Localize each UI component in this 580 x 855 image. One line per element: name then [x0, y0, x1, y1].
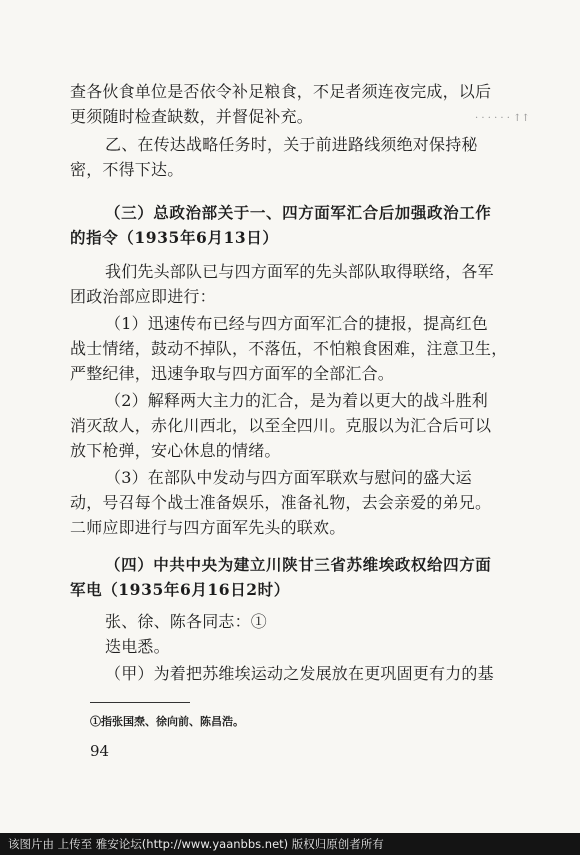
body-line: 严整纪律，迅速争取与四方面军的全部汇合。 [70, 364, 395, 383]
body-line: 我们先头部队已与四方面军的先头部队取得联络，各军 [105, 262, 494, 281]
section-heading: 军电（1935年6月16日2时） [70, 580, 290, 599]
body-line: 查各伙食单位是否依令补足粮食，不足者须连夜完成，以后 [70, 82, 492, 101]
footnote-divider [90, 702, 190, 703]
body-line: 二师应即进行与四方面军先头的联欢。 [70, 518, 346, 537]
page-number: 94 [90, 742, 110, 760]
body-line: 张、徐、陈各同志：① [105, 612, 268, 631]
margin-mark: · · · · · · ↑↑ [475, 113, 530, 124]
watermark-text: 该图片由 上传至 雅安论坛(http://www.yaanbbs.net) 版权归原创者所有 [8, 837, 384, 851]
body-line: 消灭敌人，赤化川西北，以至全四川。克服以为汇合后可以 [70, 416, 492, 435]
body-line: 乙、在传达战略任务时，关于前进路线须绝对保持秘 [105, 135, 478, 154]
body-line: 迭电悉。 [105, 637, 170, 656]
body-line: （2）解释两大主力的汇合，是为着以更大的战斗胜利 [105, 391, 488, 410]
body-line: （甲）为着把苏维埃运动之发展放在更巩固更有力的基 [105, 664, 494, 683]
section-heading: （三）总政治部关于一、四方面军汇合后加强政治工作 [105, 203, 492, 222]
body-line: 更须随时检查缺数，并督促补充。 [70, 107, 314, 126]
section-heading: 的指令（1935年6月13日） [70, 228, 279, 247]
body-line: 动，号召每个战士准备娱乐，准备礼物，去会亲爱的弟兄。 [70, 493, 492, 512]
section-heading: （四）中共中央为建立川陕甘三省苏维埃政权给四方面 [105, 555, 492, 574]
footnote: ①指张国焘、徐向前、陈昌浩。 [90, 715, 244, 728]
body-line: （1）迅速传布已经与四方面军汇合的捷报，提高红色 [105, 314, 488, 333]
body-line: 战士情绪，鼓动不掉队，不落伍，不怕粮食困难，注意卫生， [70, 339, 508, 358]
body-line: 放下枪弹，安心休息的情绪。 [70, 441, 281, 460]
body-line: 密，不得下达。 [70, 160, 184, 179]
watermark-bar [0, 833, 580, 855]
body-line: 团政治部应即进行： [70, 287, 216, 306]
body-line: （3）在部队中发动与四方面军联欢与慰问的盛大运 [105, 468, 472, 487]
